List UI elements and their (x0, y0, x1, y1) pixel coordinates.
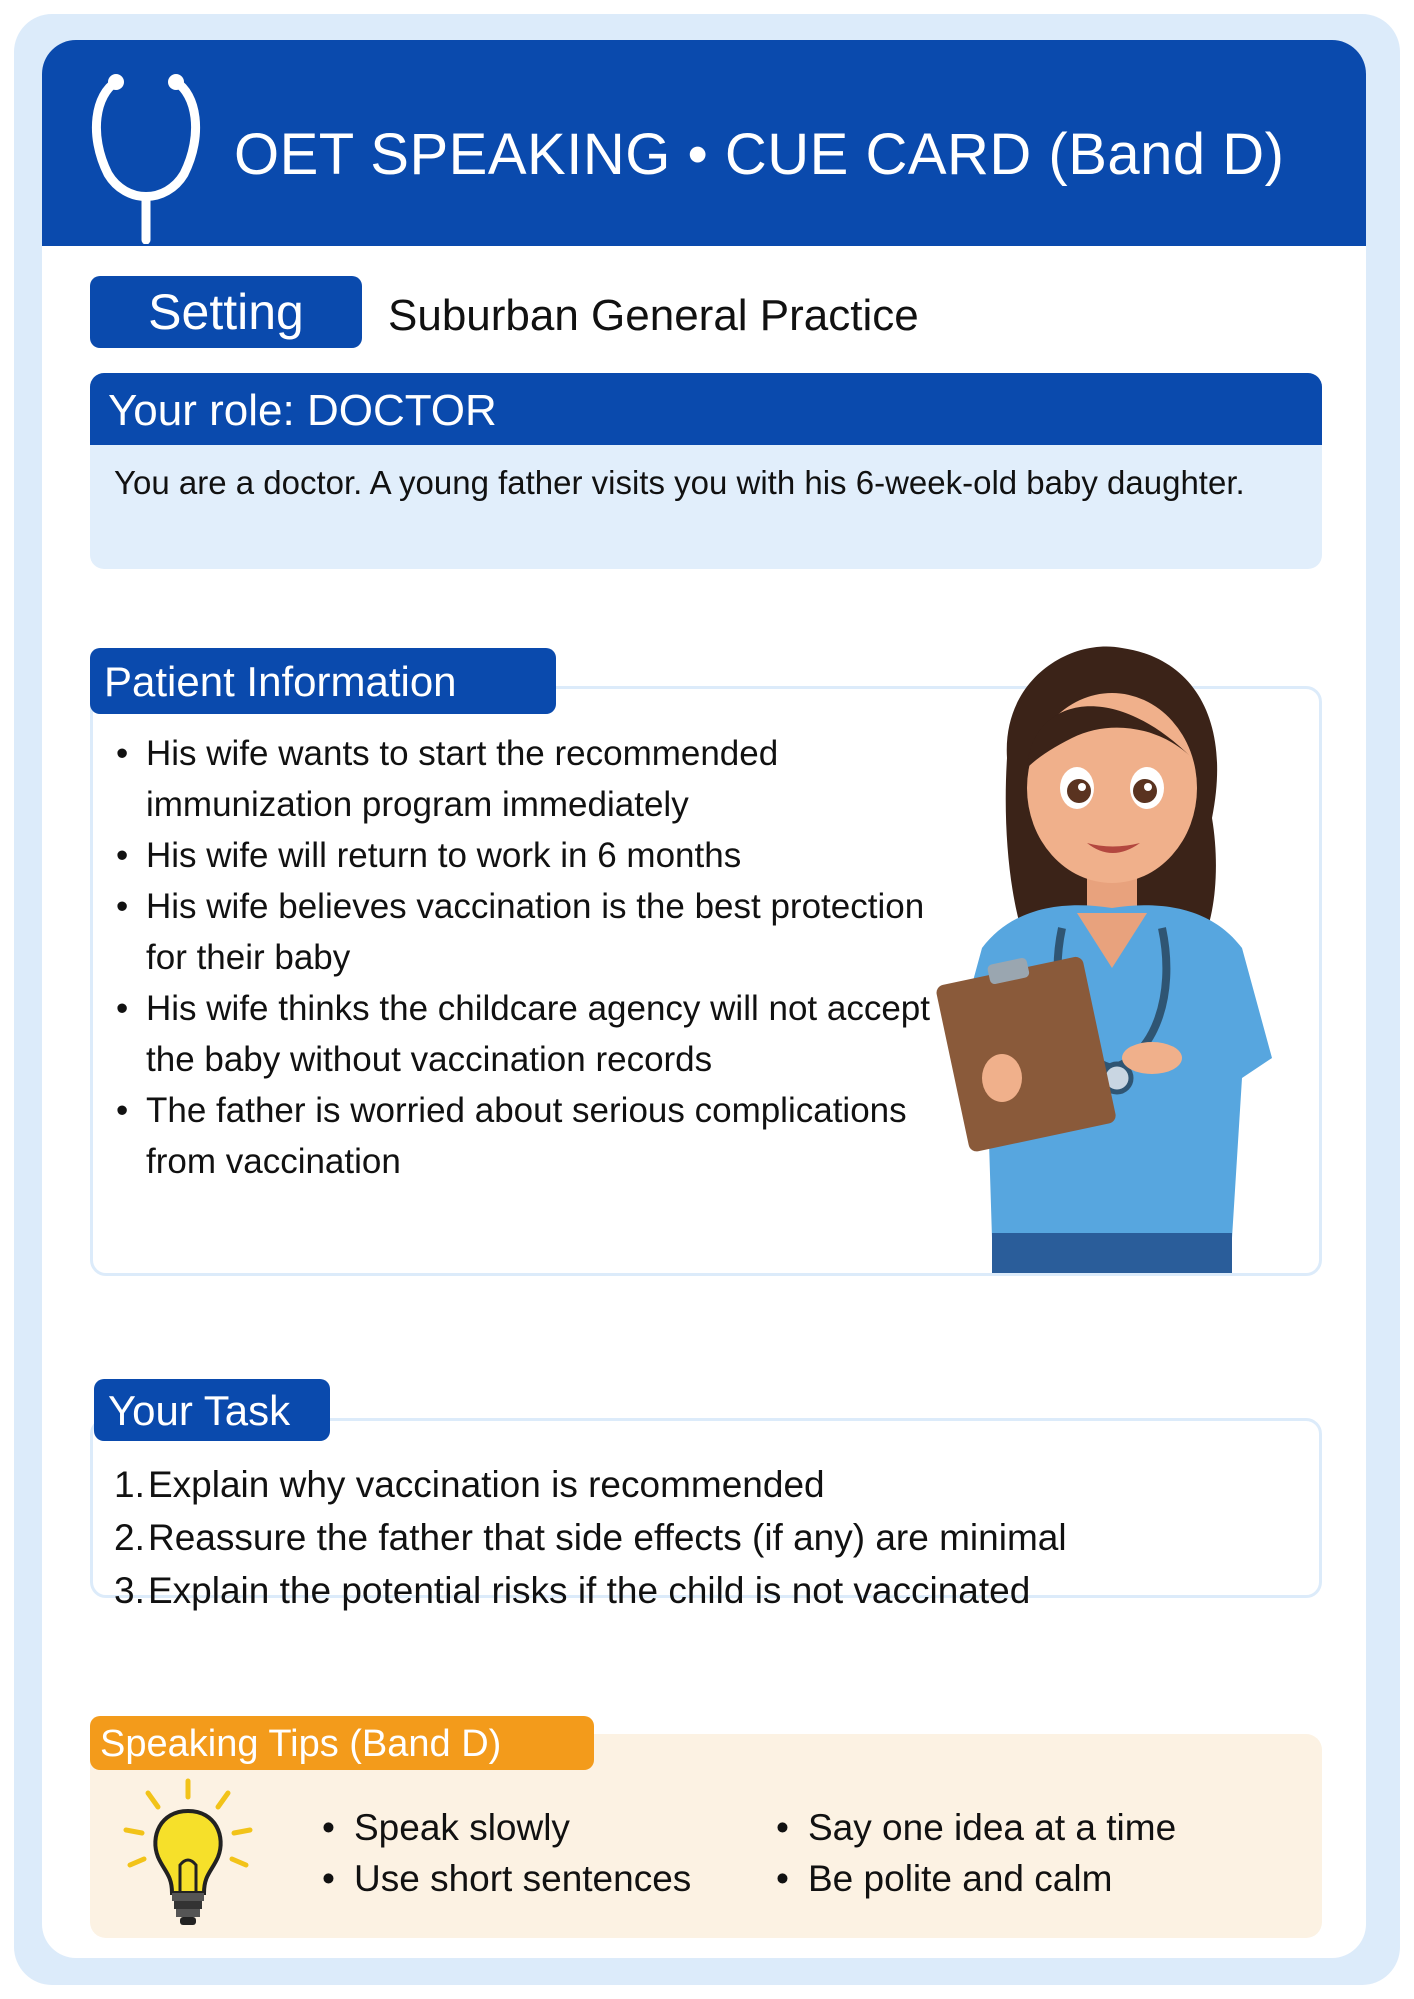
task-list (114, 1458, 1314, 1617)
list-text: Explain why vaccination is recommended (148, 1464, 825, 1505)
role-heading: Your role: DOCTOR (90, 373, 1322, 445)
list-item: • Say one idea at a time (776, 1802, 1176, 1853)
list-item (114, 1458, 1314, 1511)
list-item: • His wife believes vaccination is the best protection for their baby (116, 881, 966, 983)
list-item: • His wife wants to start the recommended immunization program immediately (116, 728, 966, 830)
list-item: • His wife will return to work in 6 months (116, 830, 966, 881)
list-item: • Speak slowly (322, 1802, 691, 1853)
stethoscope-icon (86, 64, 226, 244)
list-item: • His wife thinks the childcare agency will not accept the baby without vaccination records (116, 983, 966, 1085)
tips-list-left (322, 1802, 691, 1904)
list-text: Reassure the father that side effects (if any) are minimal (148, 1517, 1067, 1558)
page-title: OET SPEAKING • CUE CARD (Band D) (234, 122, 1285, 187)
setting-label: Setting (90, 276, 362, 348)
tips-heading: Speaking Tips (Band D) (90, 1716, 594, 1770)
tips-list-right (776, 1802, 1176, 1904)
role-description: You are a doctor. A young father visits you with his 6-week-old baby daughter. (114, 464, 1245, 501)
header-banner (42, 40, 1366, 246)
list-text: Explain the potential risks if the child is not vaccinated (148, 1570, 1031, 1611)
lightbulb-icon (118, 1775, 258, 1935)
list-item: • Be polite and calm (776, 1853, 1176, 1904)
list-item: • The father is worried about serious complications from vaccination (116, 1085, 966, 1187)
list-item: • Use short sentences (322, 1853, 691, 1904)
doctor-illustration (912, 638, 1312, 1278)
list-item (114, 1564, 1314, 1617)
list-number: 2. (114, 1517, 145, 1558)
setting-value: Suburban General Practice (388, 291, 919, 340)
list-number: 3. (114, 1570, 145, 1611)
task-heading: Your Task (94, 1379, 330, 1441)
role-box (90, 373, 1322, 569)
list-number: 1. (114, 1464, 145, 1505)
patient-info-list (116, 728, 966, 1187)
list-item (114, 1511, 1314, 1564)
patient-info-heading: Patient Information (90, 648, 556, 714)
cue-card (42, 40, 1366, 1958)
